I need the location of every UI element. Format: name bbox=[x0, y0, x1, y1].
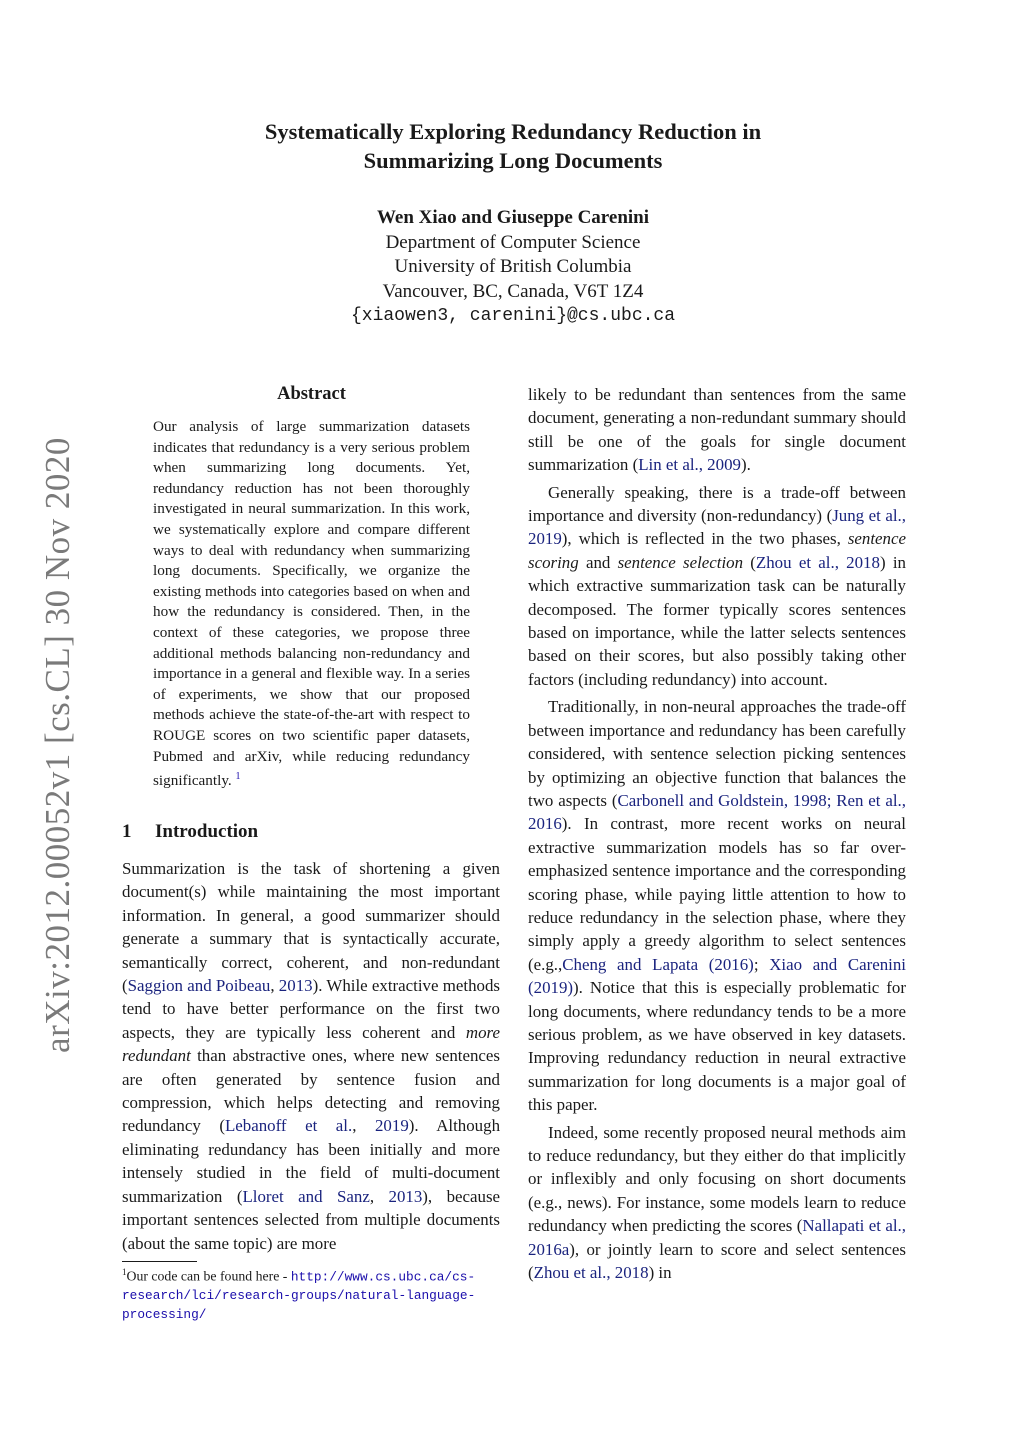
citation-link[interactable]: Xiao and Carenini (2019) bbox=[528, 954, 906, 998]
author-department: Department of Computer Science bbox=[385, 231, 641, 253]
paragraph-traditional: Traditionally, in non-neural approaches the trade-off between importance and redundancy has been carefully considered, with sentence selection picking sentences by optimizing an objective function that balances the two aspects (Carbonell and Goldstein, 1998; Ren et al., 2016). In contrast, more recent works on neural extractive summarization models has so far over-emphasized sentence importance and the corresponding scoring phase, while paying little attention to how to reduce redundancy in the selection phase, where they simply apply a greedy algorithm to select sentences (e.g.,Cheng and Lapata (2016); Xiao and Carenini (2019)). Notice that this is especially problematic for long documents, where redundancy tends to be a more serious problem, as we have observed in key datasets. Improving redundancy reduction in neural extractive summarization for long documents is a major goal of this paper. bbox=[528, 697, 906, 1115]
citation-year-link[interactable]: 2013 bbox=[388, 1186, 423, 1206]
citation-link[interactable]: Zhou et al., 2018 bbox=[755, 552, 880, 572]
author-university: University of British Columbia bbox=[394, 256, 632, 277]
paragraph-continued: likely to be redundant than sentences from the same document, generating a non-redundant summary should still be one of the goals for single document summarization (Lin et al., 2009). bbox=[528, 385, 906, 475]
footnote bbox=[122, 1264, 506, 1323]
citation-year-link[interactable]: 2019 bbox=[374, 1116, 409, 1136]
title-line-2: Summarizing Long Documents bbox=[363, 148, 663, 173]
intro-paragraph: Summarization is the task of shortening a given document(s) while maintaining the most important information. In general, a good summarizer should generate a summary that is syntactically accurate, semantically correct, coherent, and non-redundant (Saggion and Poibeau, 2013). While extractive methods tend to have better performance on the first two aspects, they are typically less coherent and more redundant than abstractive ones, where new sentences are often generated by sentence fusion and compression, which helps detecting and removing redundancy (Lebanoff et al., 2019). Although eliminating redundancy has been initially and more intensely studied in the field of multi-document summarization (Lloret and Sanz, 2013), because important sentences selected from multiple documents (about the same topic) are more bbox=[122, 859, 501, 1253]
citation-link[interactable]: Nallapati et al., 2016a bbox=[528, 1216, 906, 1259]
paragraph-tradeoff: Generally speaking, there is a trade-off between importance and diversity (non-redundancy) (Jung et al., 2019), which is reflected in the two phases, sentence scoring and sentence selection (Zhou et al., 2018) in which extractive summarization task can be naturally decomposed. The former typically scores sentences based on importance, while the latter selects sentences based on their scores, but also possibly taking other factors (including redundancy) into account. bbox=[528, 482, 906, 689]
author-block bbox=[150, 206, 876, 329]
citation-year-link[interactable]: 2013 bbox=[278, 976, 313, 996]
abstract-heading: Abstract bbox=[277, 384, 346, 404]
section-number: 1 bbox=[122, 821, 132, 842]
author-names: Wen Xiao and Giuseppe Carenini bbox=[376, 207, 650, 228]
footnote-rule bbox=[122, 1261, 197, 1262]
arxiv-side-stamp: arXiv:2012.00052v1 [cs.CL] 30 Nov 2020 bbox=[38, 437, 77, 1053]
citation-link[interactable]: Jung et al., 2019 bbox=[528, 506, 906, 549]
paper-title bbox=[150, 117, 876, 175]
author-address: Vancouver, BC, Canada, V6T 1Z4 bbox=[382, 280, 644, 302]
citation-link[interactable]: Lin et al., 2009 bbox=[638, 455, 741, 475]
citation-link[interactable]: Carbonell and Goldstein, 1998; Ren et al., 2016 bbox=[528, 790, 906, 834]
citation-link[interactable]: Saggion and Poibeau bbox=[127, 976, 271, 996]
emphasis-text: more redundant bbox=[122, 1022, 500, 1066]
right-column bbox=[528, 383, 906, 1288]
footnote-mark: 1 bbox=[122, 1267, 127, 1277]
citation-link[interactable]: Cheng and Lapata (2016) bbox=[562, 954, 754, 974]
section-title: Introduction bbox=[155, 821, 259, 842]
paragraph-indeed: Indeed, some recently proposed neural methods aim to reduce redundancy, but they either do that implicitly or inflexibly and only focusing on short documents (e.g., news). For instance, some models learn to reduce redundancy when predicting the scores (Nallapati et al., 2016a), or jointly learn to score and select sentences (Zhou et al., 2018) in bbox=[528, 1122, 906, 1283]
left-column bbox=[122, 857, 500, 1255]
footnote-text: Our code can be found here - bbox=[126, 1268, 291, 1284]
author-email: {xiaowen3, carenini}@cs.ubc.ca bbox=[350, 306, 676, 326]
footnote-url-link[interactable]: http://www.cs.ubc.ca/cs-research/lci/research-groups/natural-language-processing/ bbox=[122, 1269, 476, 1322]
abstract-footnote-mark[interactable]: 1 bbox=[235, 771, 241, 783]
section-heading-introduction bbox=[122, 821, 258, 843]
citation-link[interactable]: Lloret and Sanz bbox=[242, 1186, 370, 1206]
citation-link[interactable]: Zhou et al., 2018 bbox=[533, 1263, 649, 1283]
citation-link[interactable]: Lebanoff et al. bbox=[224, 1116, 353, 1136]
title-line-1: Systematically Exploring Redundancy Reduction in bbox=[264, 119, 762, 144]
abstract-text: Our analysis of large summarization datasets indicates that redundancy is a very serious problem when summarizing long documents. Yet, redundancy reduction has not been thoroughly investigated in neural summarization. In this work, we systematically explore and compare different ways to deal with redundancy when summarizing long documents. Specifically, we organize the existing methods into categories based on when and how the redundancy is considered. Then, in the context of these categories, we propose three additional methods balancing non-redundancy and importance in a general and flexible way. In a series of experiments, we show that our proposed methods achieve the state-of-the-art with respect to ROUGE scores on two scientific paper datasets, Pubmed and arXiv, while reducing redundancy significantly. bbox=[153, 418, 470, 790]
abstract-body bbox=[153, 417, 470, 792]
